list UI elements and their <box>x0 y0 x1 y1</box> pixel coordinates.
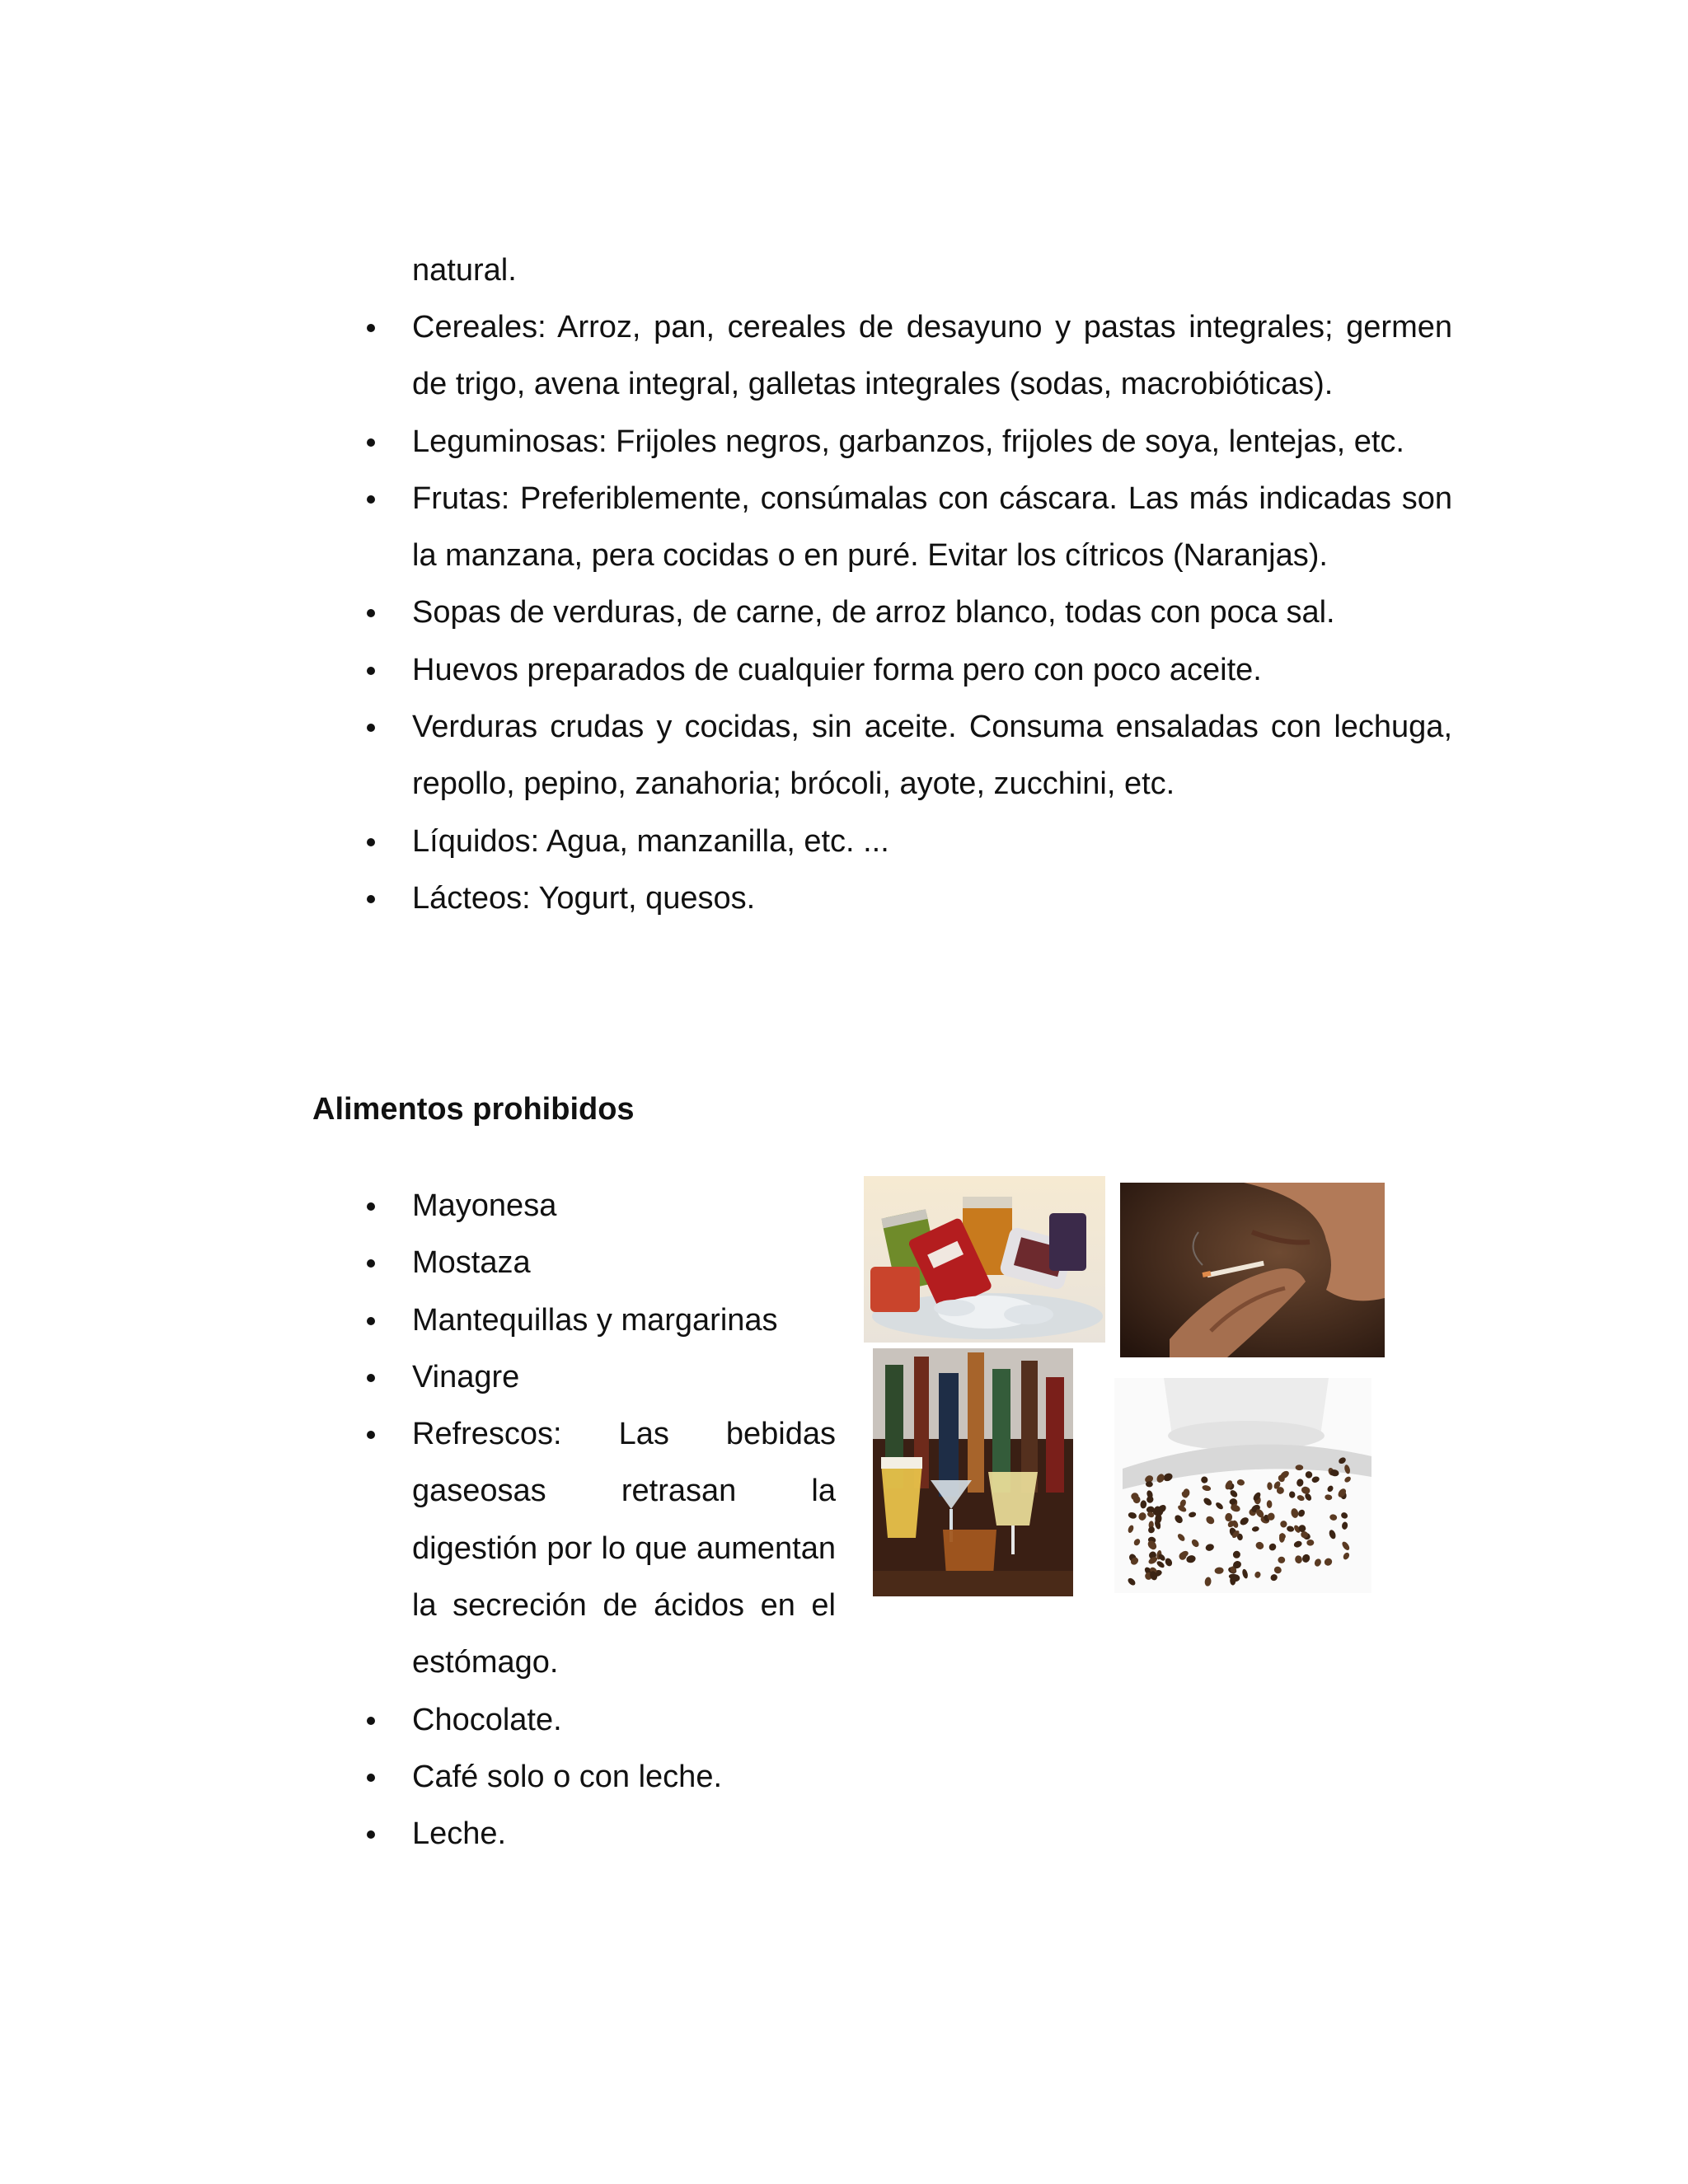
soda-cans-photo <box>864 1176 1105 1343</box>
list-item: Vinagre <box>412 1349 836 1406</box>
list-item: Mantequillas y margarinas <box>412 1292 836 1349</box>
list-item: Refrescos: Las bebidas gaseosas retrasan la digestión por lo que aumentan la secreción de ácidos en el estómago. <box>412 1406 836 1691</box>
allowed-foods-list <box>412 299 1452 927</box>
list-item: Café solo o con leche. <box>412 1749 836 1806</box>
alcoholic-drinks-photo <box>873 1348 1073 1596</box>
section-heading: Alimentos prohibidos <box>312 1092 635 1127</box>
continuation-text: natural. <box>412 253 517 288</box>
list-item: Líquidos: Agua, manzanilla, etc. ... <box>412 813 1452 870</box>
list-item: Huevos preparados de cualquier forma pero con poco aceite. <box>412 642 1452 699</box>
list-item: Leguminosas: Frijoles negros, garbanzos, frijoles de soya, lentejas, etc. <box>412 414 1452 471</box>
list-item: Mayonesa <box>412 1178 836 1235</box>
list-item: Sopas de verduras, de carne, de arroz blanco, todas con poca sal. <box>412 584 1452 641</box>
list-item: Mostaza <box>412 1235 836 1291</box>
list-item: Verduras crudas y cocidas, sin aceite. Consuma ensaladas con lechuga, repollo, pepino, zanahoria; brócoli, ayote, zucchini, etc. <box>412 699 1452 813</box>
smoking-photo <box>1120 1183 1385 1357</box>
list-item: Lácteos: Yogurt, quesos. <box>412 870 1452 927</box>
list-item: Frutas: Preferiblemente, consúmalas con cáscara. Las más indicadas son la manzana, pera cocidas o en puré. Evitar los cítricos (Naranjas). <box>412 471 1452 585</box>
coffee-beans-photo <box>1114 1378 1372 1593</box>
list-item: Leche. <box>412 1806 836 1863</box>
list-item: Cereales: Arroz, pan, cereales de desayuno y pastas integrales; germen de trigo, avena integral, galletas integrales (sodas, macrobióticas). <box>412 299 1452 414</box>
list-item: Chocolate. <box>412 1692 836 1749</box>
prohibited-foods-list <box>412 1178 836 1863</box>
